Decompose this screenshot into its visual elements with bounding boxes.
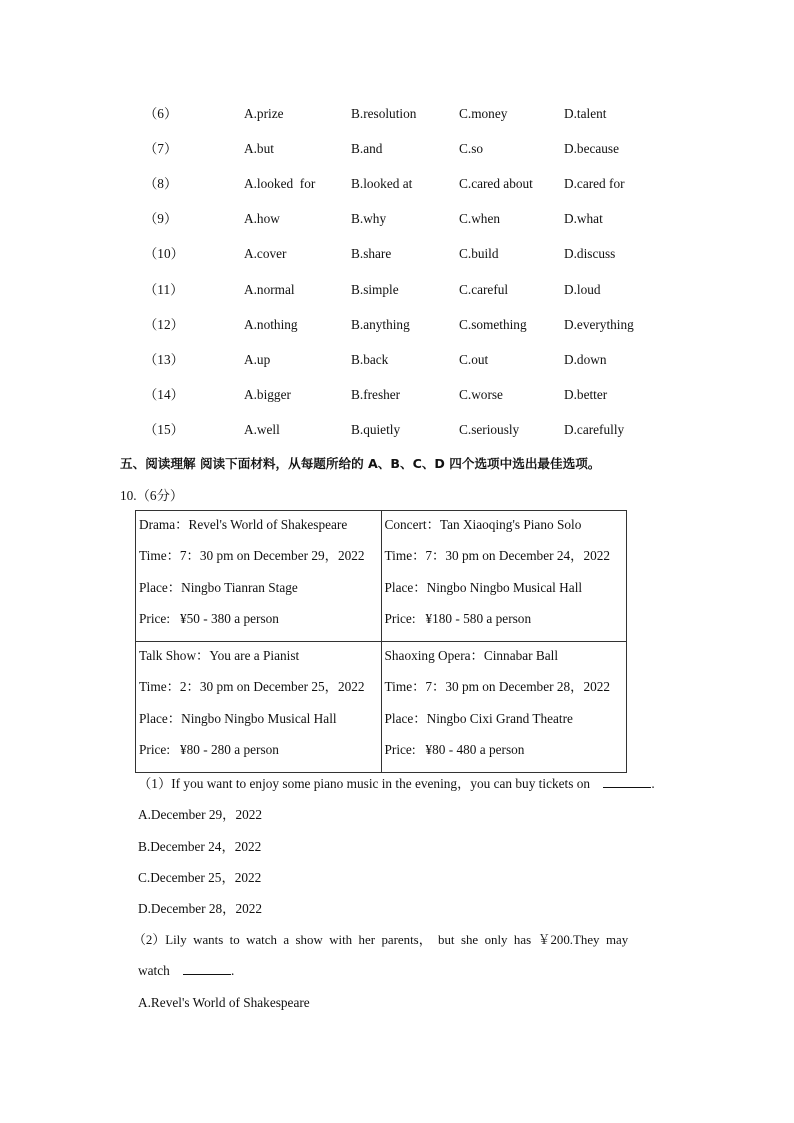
option-d: D.talent [564,106,607,121]
option-a: A.up [244,352,271,367]
option-a: A.nothing [244,317,298,332]
option-a: A.bigger [244,387,291,402]
table-row [136,642,627,773]
question-2-stem-line1: （2）Lily wants to watch a show with her parents， but she only has ￥200.They may [133,933,629,947]
event-time: Time：7：30 pm on December 29，2022 [139,548,365,564]
option-row-13 [0,350,794,370]
option-d: D.loud [564,282,601,297]
choice-b: B.December 24，2022 [138,839,262,854]
option-row-10 [0,244,794,264]
option-row-12 [0,315,794,335]
option-b: B.simple [351,282,399,297]
question-number: （10） [144,246,184,261]
option-c: C.out [459,352,489,367]
question-number: （12） [144,317,184,332]
question-number: （14） [144,387,184,402]
option-b: B.quietly [351,422,401,437]
event-place: Place：Ningbo Tianran Stage [139,579,298,595]
event-price: Price: ¥80 - 480 a person [384,742,525,758]
events-table [135,510,627,773]
event-cell-opera [381,642,627,773]
option-b: B.back [351,352,389,367]
option-a: A.how [244,211,280,226]
option-b: B.why [351,211,387,226]
event-place: Place：Ningbo Cixi Grand Theatre [384,710,573,726]
event-title: Shaoxing Opera：Cinnabar Ball [384,648,559,664]
option-b: B.and [351,141,383,156]
option-d: D.carefully [564,422,625,437]
question-1-text: （1）If you want to enjoy some piano music in the evening，you can buy tickets on [138,776,591,791]
option-b: B.looked at [351,176,413,191]
event-title: Talk Show：You are a Pianist [139,648,300,664]
event-cell-talk-show [136,642,382,773]
table-row [136,511,627,642]
question-number: （13） [144,352,184,367]
option-d: D.everything [564,317,634,332]
option-c: C.when [459,211,500,226]
option-row-14 [0,385,794,405]
question-number: （8） [144,176,178,191]
event-place: Place：Ningbo Ningbo Musical Hall [139,710,337,726]
question-2-stem-line2: watch . [138,963,235,978]
option-row-8 [0,174,794,194]
option-b: B.resolution [351,106,417,121]
option-b: B.fresher [351,387,401,402]
event-title: Concert：Tan Xiaoqing's Piano Solo [384,517,582,532]
choice-c: C.December 25，2022 [138,870,262,885]
option-d: D.cared for [564,176,625,191]
option-b: B.share [351,246,392,261]
choice-a: A.Revel's World of Shakespeare [138,995,310,1010]
question-number: （6） [144,106,178,121]
question-number: （7） [144,141,178,156]
choice-a: A.December 29，2022 [138,807,263,822]
option-c: C.careful [459,282,509,297]
question-number: （15） [144,422,184,437]
option-d: D.down [564,352,607,367]
event-time: Time：7：30 pm on December 28，2022 [384,679,611,695]
event-cell-concert [381,511,627,642]
event-cell-drama [136,511,382,642]
question-number-10: 10.（6分） [120,488,184,503]
question-number: （11） [144,282,184,297]
event-time: Time：2：30 pm on December 25，2022 [139,679,365,695]
option-c: C.build [459,246,499,261]
event-price: Price: ¥180 - 580 a person [384,610,532,626]
event-price: Price: ¥50 - 380 a person [139,610,279,626]
answer-blank [183,962,231,975]
question-2-text: watch [138,963,170,978]
event-place: Place：Ningbo Ningbo Musical Hall [384,579,583,595]
event-title: Drama：Revel's World of Shakespeare [139,517,348,532]
option-c: C.so [459,141,484,156]
question-number: （9） [144,211,178,226]
answer-blank [603,775,651,788]
event-time: Time：7：30 pm on December 24，2022 [384,548,611,564]
option-c: C.something [459,317,527,332]
option-d: D.what [564,211,603,226]
option-b: B.anything [351,317,410,332]
question-1-stem: （1）If you want to enjoy some piano music in the evening，you can buy tickets on . [138,776,655,791]
section-header: 五、阅读理解 阅读下面材料，从每题所给的 A、B、C、D 四个选项中选出最佳选项。 [120,456,601,471]
option-row-15 [0,420,794,440]
option-row-11 [0,280,794,300]
option-c: C.seriously [459,422,520,437]
option-a: A.cover [244,246,287,261]
option-a: A.prize [244,106,284,121]
option-c: C.worse [459,387,503,402]
option-c: C.cared about [459,176,533,191]
option-row-7 [0,139,794,159]
option-row-6 [0,104,794,124]
option-d: D.because [564,141,620,156]
option-c: C.money [459,106,508,121]
option-d: D.discuss [564,246,616,261]
event-price: Price: ¥80 - 280 a person [139,742,279,758]
option-row-9 [0,209,794,229]
option-a: A.but [244,141,274,156]
option-a: A.normal [244,282,295,297]
choice-d: D.December 28，2022 [138,901,263,916]
option-a: A.well [244,422,280,437]
option-d: D.better [564,387,608,402]
option-a: A.looked for [244,176,316,191]
